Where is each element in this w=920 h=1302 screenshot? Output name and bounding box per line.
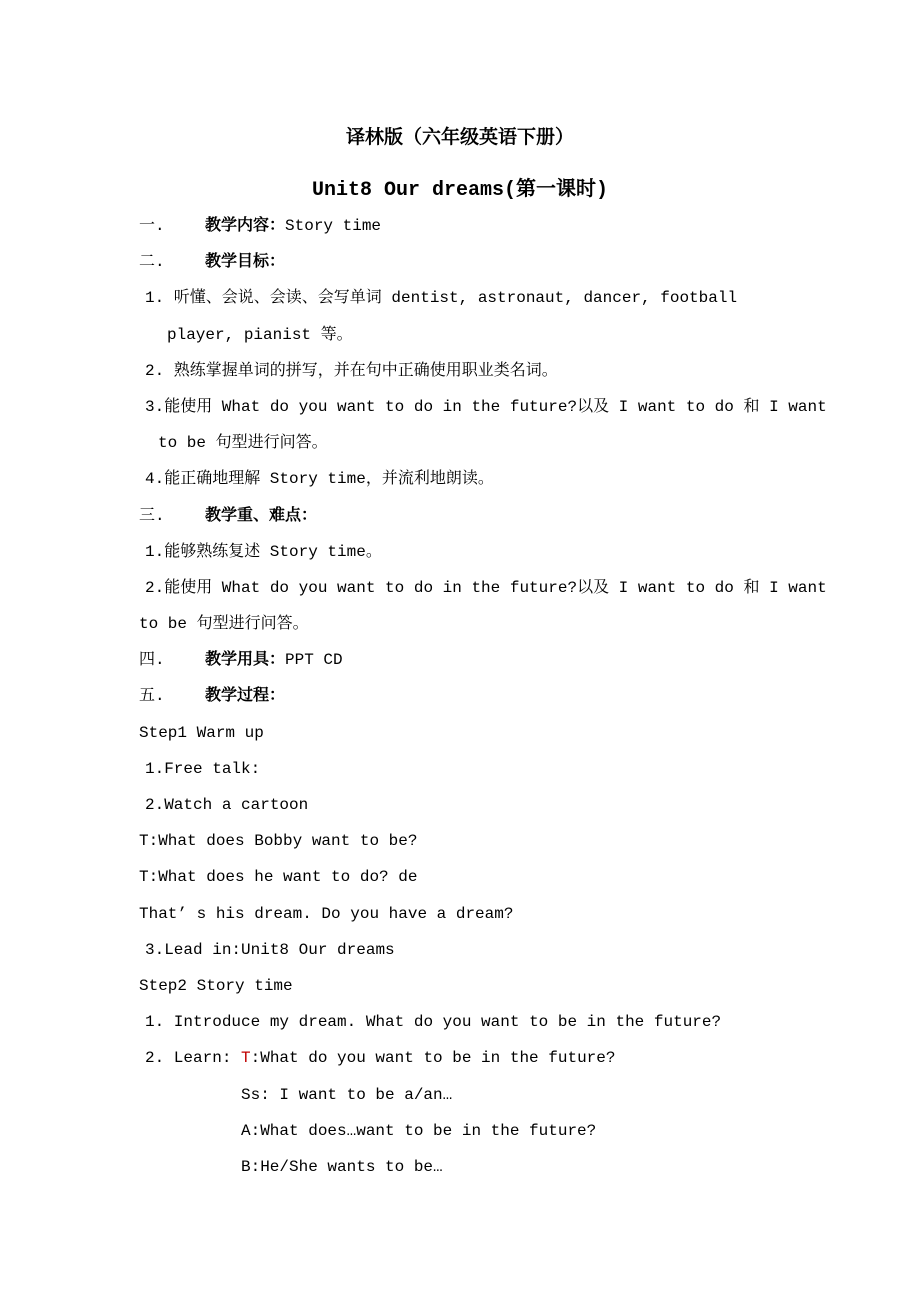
objective-item: 3.能使用 What do you want to do in the future?以及 I want to do 和 I want: [145, 397, 827, 416]
objective-item: 1. 听懂、会说、会读、会写单词 dentist, astronaut, dancer, football: [145, 289, 738, 308]
process-line: 1. Introduce my dream. What do you want to be in the future?: [145, 1013, 722, 1032]
process-line: T:What does he want to do? de: [139, 868, 418, 887]
process-line: A:What does…want to be in the future?: [241, 1121, 597, 1140]
objective-item: to be 句型进行问答。: [158, 434, 328, 453]
process-step: Step2 Story time: [139, 976, 293, 995]
document-title: 译林版（六年级英语下册）: [345, 127, 574, 149]
objective-item: 2. 熟练掌握单词的拼写，并在句中正确使用职业类名词。: [145, 361, 558, 380]
key-point-item: 1.能够熟练复述 Story time。: [145, 542, 382, 561]
process-line: Ss: I want to be a/an…: [241, 1085, 453, 1104]
process-line: 2.Watch a cartoon: [145, 796, 309, 814]
process-line: B:He/She wants to be…: [241, 1157, 443, 1176]
document-subtitle: Unit8 Our dreams(第一课时): [311, 179, 609, 202]
process-step: Step1 Warm up: [139, 723, 264, 742]
objective-item: 4.能正确地理解 Story time，并流利地朗读。: [145, 470, 494, 489]
section-tools: 四. 教学用具：PPT CD: [139, 651, 343, 670]
process-line: T:What does Bobby want to be?: [139, 832, 418, 851]
key-point-item: to be 句型进行问答。: [139, 615, 309, 634]
section-process: 五. 教学过程：: [139, 687, 286, 706]
process-line: 1.Free talk:: [145, 759, 261, 778]
objective-item: player, pianist 等。: [167, 325, 353, 344]
key-point-item: 2.能使用 What do you want to do in the future?以及 I want to do 和 I want: [145, 578, 827, 597]
process-line: 2. Learn: T:What do you want to be in the future?: [145, 1049, 616, 1068]
process-line: That’ s his dream. Do you have a dream?: [139, 904, 514, 923]
section-objectives: 二. 教学目标：: [139, 253, 286, 272]
section-content: 一. 教学内容：Story time: [139, 217, 382, 235]
document-body: [139, 208, 839, 1185]
process-line: 3.Lead in:Unit8 Our dreams: [145, 940, 395, 959]
section-key-points: 三. 教学重、难点：: [139, 506, 318, 525]
